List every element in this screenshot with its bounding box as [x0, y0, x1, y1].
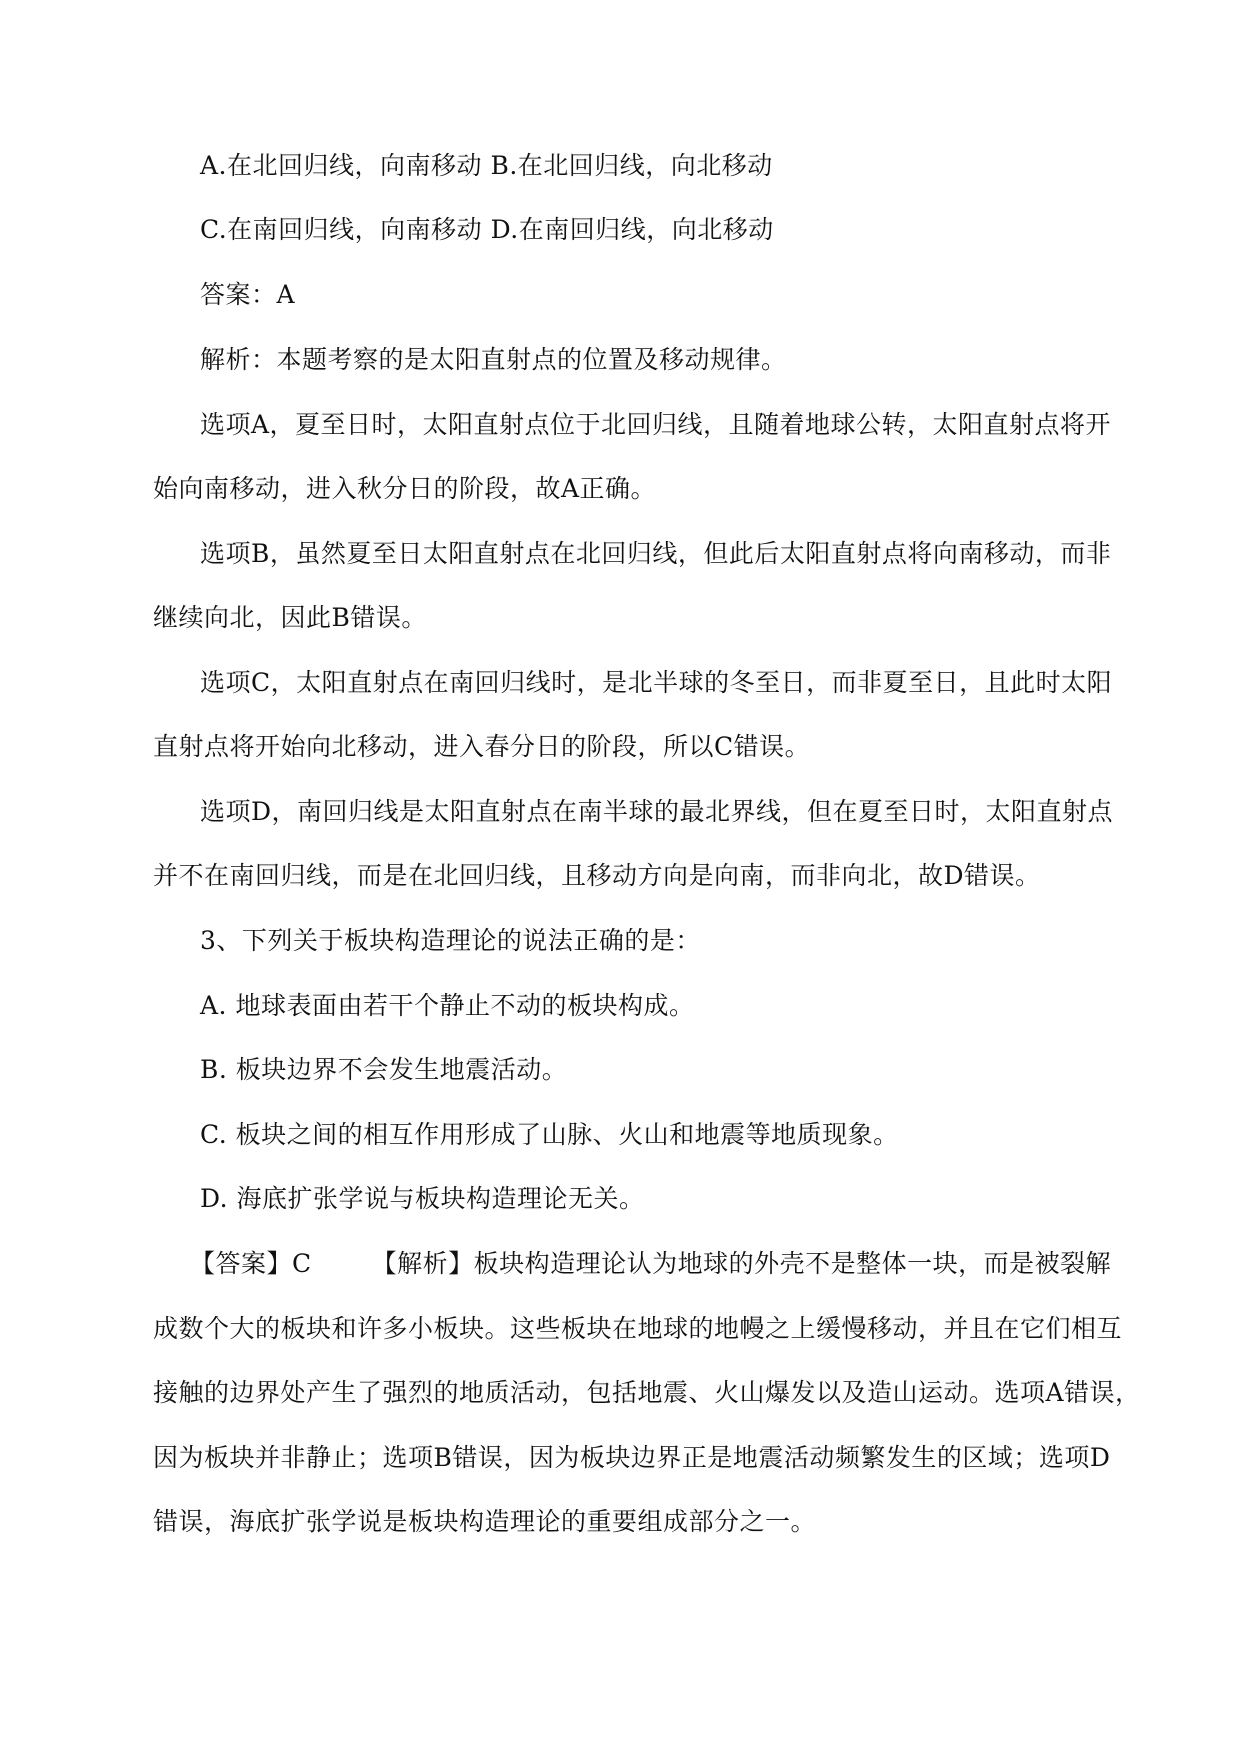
q2-options-line-2: C.在南回归线，向南移动 D.在南回归线，向北移动 [200, 215, 774, 244]
q3-stem: 3、下列关于板块构造理论的说法正确的是： [200, 926, 701, 955]
q3-analysis-first: 板块构造理论认为地球的外壳不是整体一块，而是被裂解 [473, 1249, 1112, 1278]
q3-analysis-line-3: 接触的边界处产生了强烈的地质活动，包括地震、火山爆发以及造山运动。选项A错误， [153, 1378, 1141, 1407]
q2-option-d-analysis-line-2: 并不在南回归线，而是在北回归线，且移动方向是向南，而非向北，故D错误。 [153, 861, 1041, 890]
q3-answer-analysis-line-1 [190, 1248, 1111, 1280]
q3-option-b: B. 板块边界不会发生地震活动。 [200, 1055, 568, 1084]
q3-analysis-line-2: 成数个大的板块和许多小板块。这些板块在地球的地幔之上缓慢移动，并且在它们相互 [153, 1314, 1123, 1343]
q3-analysis-line-5: 错误，海底扩张学说是板块构造理论的重要组成部分之一。 [153, 1507, 817, 1536]
q3-option-c: C. 板块之间的相互作用形成了山脉、火山和地震等地质现象。 [200, 1120, 899, 1149]
q3-option-d: D. 海底扩张学说与板块构造理论无关。 [200, 1184, 645, 1213]
q2-option-b-analysis-line-2: 继续向北，因此B错误。 [153, 603, 427, 632]
q2-option-c-analysis-line-2: 直射点将开始向北移动，进入春分日的阶段，所以C错误。 [153, 732, 811, 761]
q2-analysis-intro: 解析：本题考察的是太阳直射点的位置及移动规律。 [200, 345, 787, 374]
q3-option-a: A. 地球表面由若干个静止不动的板块构成。 [200, 991, 695, 1020]
q2-option-c-analysis-line-1: 选项C，太阳直射点在南回归线时，是北半球的冬至日，而非夏至日，且此时太阳 [200, 668, 1113, 697]
q3-analysis-label: 【解析】 [371, 1249, 474, 1278]
q2-answer: 答案：A [200, 280, 296, 309]
q2-options-line-1: A.在北回归线，向南移动 B.在北回归线，向北移动 [200, 151, 773, 180]
q3-answer-label: 【答案】C [190, 1249, 312, 1278]
q2-option-d-analysis-line-1: 选项D，南回归线是太阳直射点在南半球的最北界线，但在夏至日时，太阳直射点 [200, 797, 1114, 826]
q2-option-b-analysis-line-1: 选项B，虽然夏至日太阳直射点在北回归线，但此后太阳直射点将向南移动，而非 [200, 539, 1112, 568]
q3-analysis-line-4: 因为板块并非静止；选项B错误，因为板块边界正是地震活动频繁发生的区域；选项D [153, 1443, 1111, 1472]
q2-option-a-analysis-line-1: 选项A，夏至日时，太阳直射点位于北回归线，且随着地球公转，太阳直射点将开 [200, 410, 1112, 439]
q2-option-a-analysis-line-2: 始向南移动，进入秋分日的阶段，故A正确。 [153, 474, 657, 503]
